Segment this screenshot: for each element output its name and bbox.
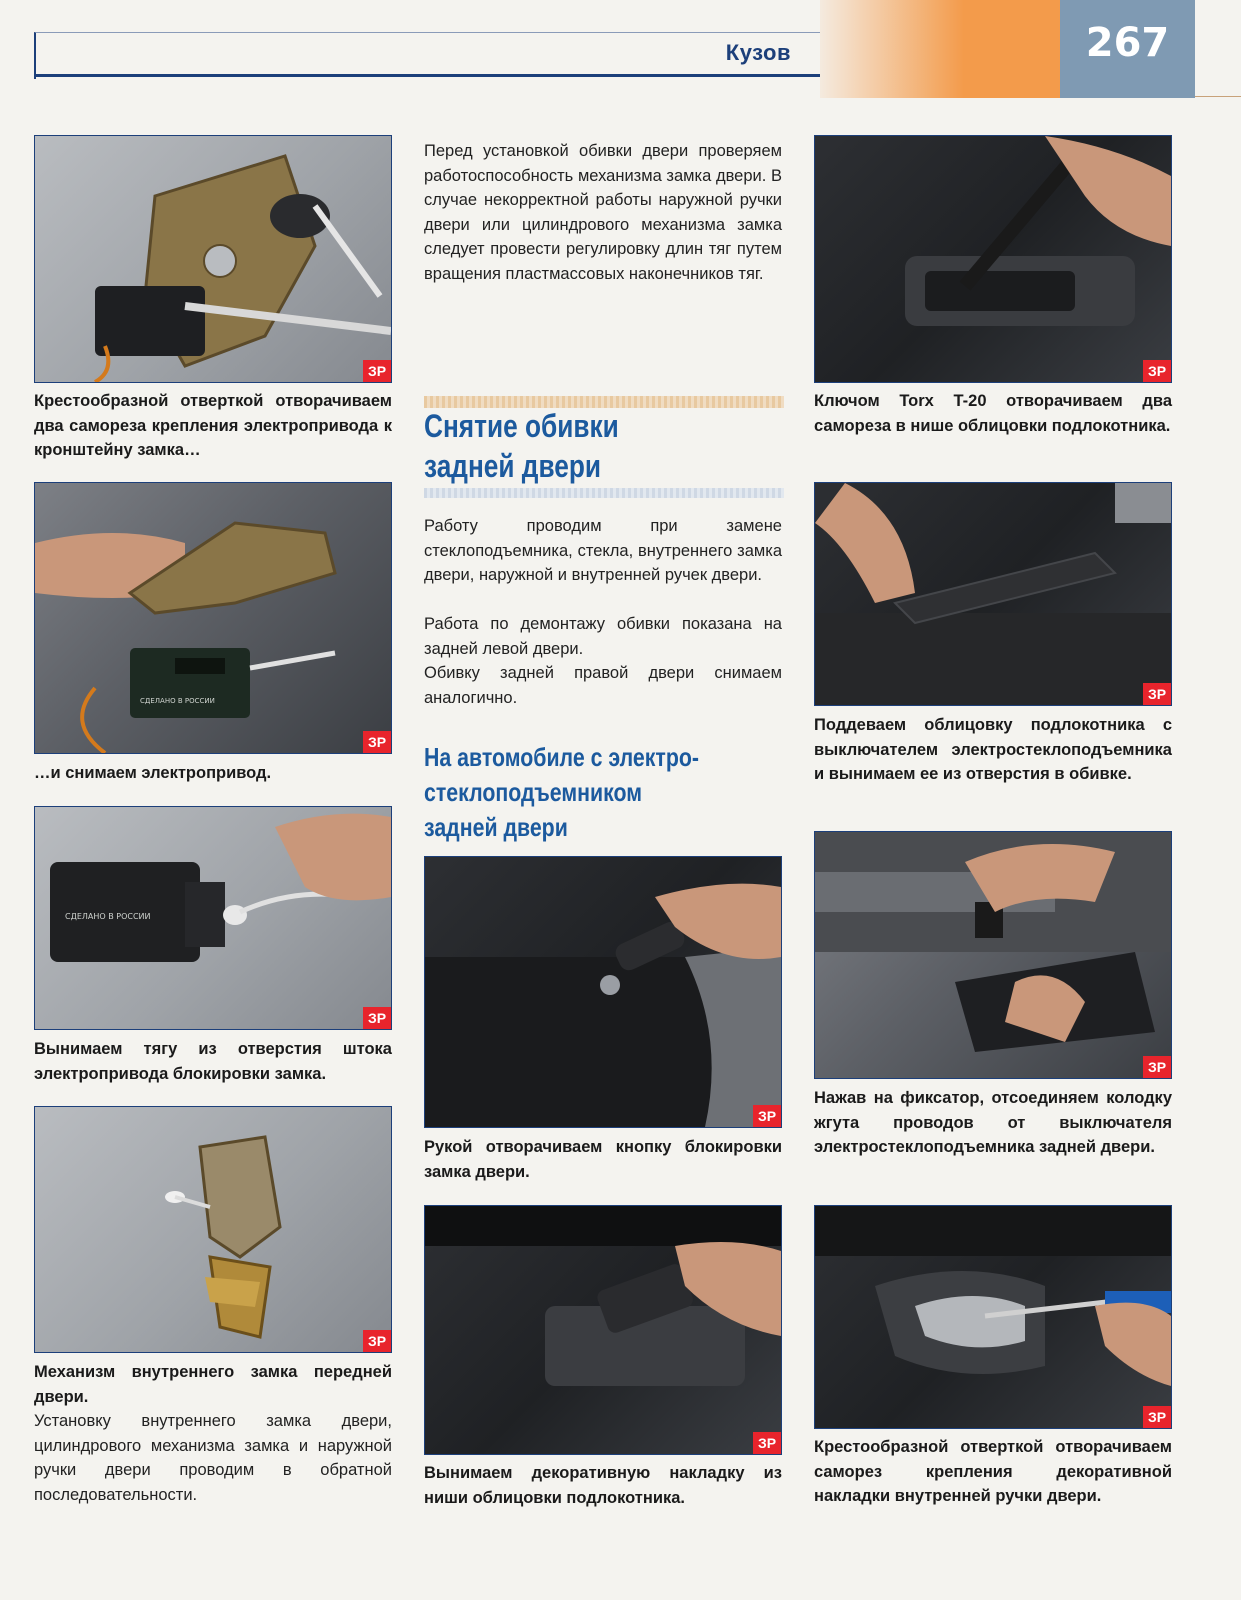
- closing-paragraph: Установку внутреннего замка двери, цилиндрового механизма замка и наружной ручки двери проводим в обратной последовательности.: [34, 1412, 392, 1504]
- zr-badge: ЗР: [1143, 1406, 1171, 1428]
- photo-harness-connector: [814, 831, 1172, 1079]
- photo9-caption: Нажав на фиксатор, отсоединяем колодку жгута проводов от выключателя электростеклоподъемника задней двери.: [814, 1089, 1172, 1156]
- photo7-caption: Ключом Torx T-20 отворачиваем два самореза в нише облицовки подлокотника.: [814, 392, 1172, 435]
- photo3-caption: Вынимаем тягу из отверстия штока электропривода блокировки замка.: [34, 1040, 392, 1083]
- zr-badge: ЗР: [1143, 360, 1171, 382]
- actuator-hand-illustration: [35, 483, 391, 753]
- zr-badge: ЗР: [1143, 683, 1171, 705]
- section-heading-line1: Снятие обивки: [424, 408, 619, 444]
- subheading-line1: На автомобиле с электро-: [424, 742, 699, 772]
- right-door-paragraph: Обивку задней правой двери снимаем аналогично.: [424, 664, 782, 707]
- intro-paragraph: Перед установкой обивки двери проверяем работоспособность механизма замка двери. В случае некорректной работы наружной ручки двери или цилиндрового механизма замка следует провести регулировку длин тяг путем вращения пластмассовых наконечников тяг.: [424, 142, 782, 283]
- photo10-caption: Крестообразной отверткой отворачиваем саморез крепления декоративной накладки внутренней ручки двери.: [814, 1438, 1172, 1505]
- inner-lock-illustration: [35, 1107, 391, 1352]
- header-rule: [1195, 96, 1241, 97]
- torx-illustration: [815, 136, 1171, 382]
- photo-rod-removal: [34, 806, 392, 1030]
- work-scope-paragraph: Работу проводим при замене стеклоподъемника, стекла, внутреннего замка двери, наружной и внутренней ручек двери.: [424, 517, 782, 584]
- photo8-caption: Поддеваем облицовку подлокотника с выключателем электростеклоподъемника и вынимаем ее из отверстия в обивке.: [814, 716, 1172, 783]
- section-title: Кузов: [725, 40, 791, 65]
- actuator-label: СДЕЛАНО В РОССИИ: [65, 912, 151, 921]
- photo-armrest-lift: [814, 482, 1172, 706]
- zr-badge: ЗР: [363, 731, 391, 753]
- photo-torx-screws: [814, 135, 1172, 383]
- photo-decor-cover: [424, 1205, 782, 1455]
- page-number: 267: [1085, 20, 1170, 66]
- connector-illustration: [815, 832, 1171, 1078]
- zr-badge: ЗР: [753, 1432, 781, 1454]
- photo-inner-lock: [34, 1106, 392, 1353]
- photo2-caption: …и снимаем электропривод.: [34, 764, 272, 782]
- photo1-caption: Крестообразной отверткой отворачиваем два самореза крепления электропривода к кронштейну замка…: [34, 392, 392, 459]
- photo-handle-screw: [814, 1205, 1172, 1429]
- photo-lock-knob: [424, 856, 782, 1128]
- handle-screw-illustration: [815, 1206, 1171, 1428]
- photo5-caption: Рукой отворачиваем кнопку блокировки замка двери.: [424, 1138, 782, 1181]
- zr-badge: ЗР: [363, 1007, 391, 1029]
- zr-badge: ЗР: [753, 1105, 781, 1127]
- decor-cover-illustration: [425, 1206, 781, 1454]
- subheading-line2: стеклоподъемником: [424, 777, 643, 807]
- photo-actuator-removed: [34, 482, 392, 754]
- rod-removal-illustration: [35, 807, 391, 1029]
- lock-knob-illustration: [425, 857, 781, 1127]
- actuator-label: СДЕЛАНО В РОССИИ: [140, 697, 215, 705]
- header-accent-fade: [820, 0, 1060, 98]
- section-heading-line2: задней двери: [424, 448, 602, 484]
- photo4-caption: Механизм внутреннего замка передней двери.: [34, 1363, 392, 1406]
- lock-bracket-illustration: [35, 136, 391, 382]
- photo6-caption: Вынимаем декоративную накладку из ниши облицовки подлокотника.: [424, 1464, 782, 1507]
- zr-badge: ЗР: [363, 1330, 391, 1352]
- zr-badge: ЗР: [363, 360, 391, 382]
- zr-badge: ЗР: [1143, 1056, 1171, 1078]
- armrest-illustration: [815, 483, 1171, 705]
- demo-door-paragraph: Работа по демонтажу обивки показана на задней левой двери.: [424, 615, 782, 658]
- photo-lock-actuator-screws: [34, 135, 392, 383]
- subheading-line3: задней двери: [424, 812, 568, 842]
- heading-underline: [424, 488, 784, 498]
